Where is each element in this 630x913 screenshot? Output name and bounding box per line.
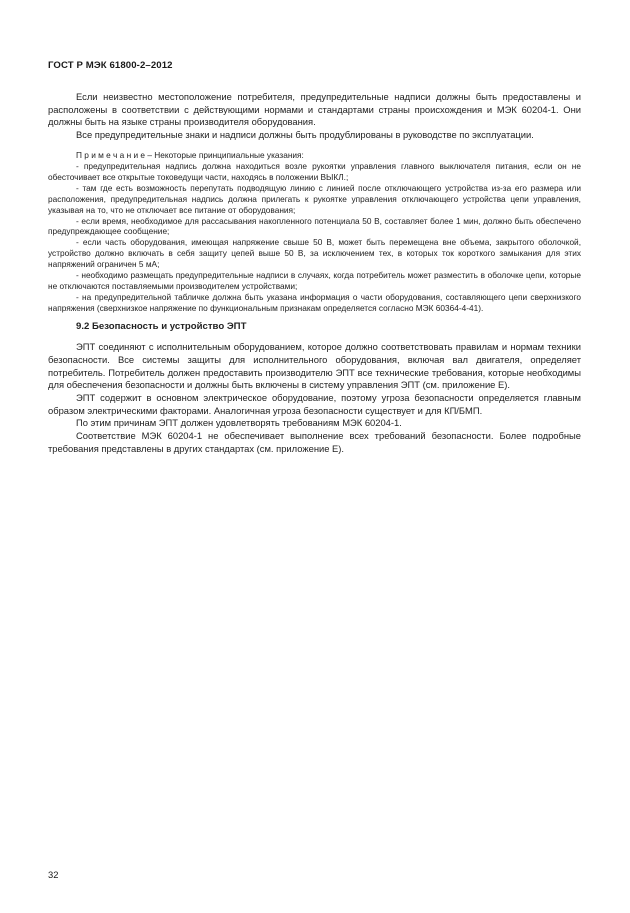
- page-content: [48, 91, 581, 455]
- page-number: 32: [48, 869, 59, 880]
- note-item: - там где есть возможность перепутать подводящую линию с линией после отключающего устройства из-за его размера или расположения, предупредительная надпись должна прилегать к рукоятке управления отключающего устройства цепи управления, указывая на то, что не отключает все питание от оборудования;: [48, 182, 581, 215]
- note-lead: – Некоторые принципиальные указания:: [145, 149, 304, 160]
- note-item: - необходимо размещать предупредительные надписи в случаях, когда потребитель может разместить в оболочке цепи, которые не отключаются поставляемыми производителем устройствами;: [48, 270, 581, 292]
- section-title: 9.2 Безопасность и устройство ЭПТ: [76, 321, 247, 333]
- section-paragraph: Соответствие МЭК 60204-1 не обеспечивает выполнение всех требований безопасности. Более подробные требования представлены в других стандартах (см. приложение Е).: [48, 430, 581, 454]
- note-heading: [48, 150, 581, 161]
- section-paragraph: По этим причинам ЭПТ должен удовлетворять требованиям МЭК 60204-1.: [76, 417, 402, 429]
- intro-paragraph-2: Все предупредительные знаки и надписи должны быть продублированы в руководстве по эксплуатации.: [76, 129, 534, 141]
- intro-paragraph-1: Если неизвестно местоположение потребителя, предупредительные надписи должны быть предоставлены и расположены в соответствии с действующими нормами и стандартами страны происхождения и МЭК 60204-1. Они должны быть на языке страны производителя оборудования.: [48, 91, 581, 128]
- note-item: - если время, необходимое для рассасывания накопленного потенциала 50 В, составляет более 1 мин, должно быть обеспечено предупреждающее сообщение;: [48, 215, 581, 237]
- section-paragraph: ЭПТ содержит в основном электрическое оборудование, поэтому угроза безопасности определяется главным образом электрическими факторами. Аналогичная угроза безопасности существует и для КП/БМП.: [48, 391, 581, 416]
- note-item: - на предупредительной табличке должна быть указана информация о части оборудования, составляющего цепи сверхнизкого напряжения (сверхнизкое напряжение по функциональным признакам определяется согласно МЭК 60364-4-41).: [48, 292, 581, 314]
- note-label: П р и м е ч а н и е: [76, 149, 146, 160]
- section-paragraph: ЭПТ соединяют с исполнительным оборудованием, которое должно соответствовать правилам и нормам техники безопасности. Все системы защиты для исполнительного оборудования, включая вал двигателя, определяет потребитель. Потребитель должен предоставить производителю ЭПТ все технические требования, которые необходимы для обеспечения безопасности и должны быть включены в систему управления ЭПТ (см. приложение Е).: [48, 341, 581, 391]
- document-header: ГОСТ Р МЭК 61800-2–2012: [48, 60, 173, 71]
- note-block: [48, 150, 581, 314]
- note-item: - предупредительная надпись должна находиться возле рукоятки управления главного выключателя питания, если он не обесточивает все открытые токоведущи части, находясь в положении ВЫКЛ.;: [48, 160, 581, 182]
- note-item: - если часть оборудования, имеющая напряжение свыше 50 В, может быть перемещена вне объема, закрытого оболочкой, устройство должно включать в себя защиту цепей выше 50 В, за исключением тех, в которых ток короткого замыкания для этих напряжений ограничен 5 мА;: [48, 237, 581, 270]
